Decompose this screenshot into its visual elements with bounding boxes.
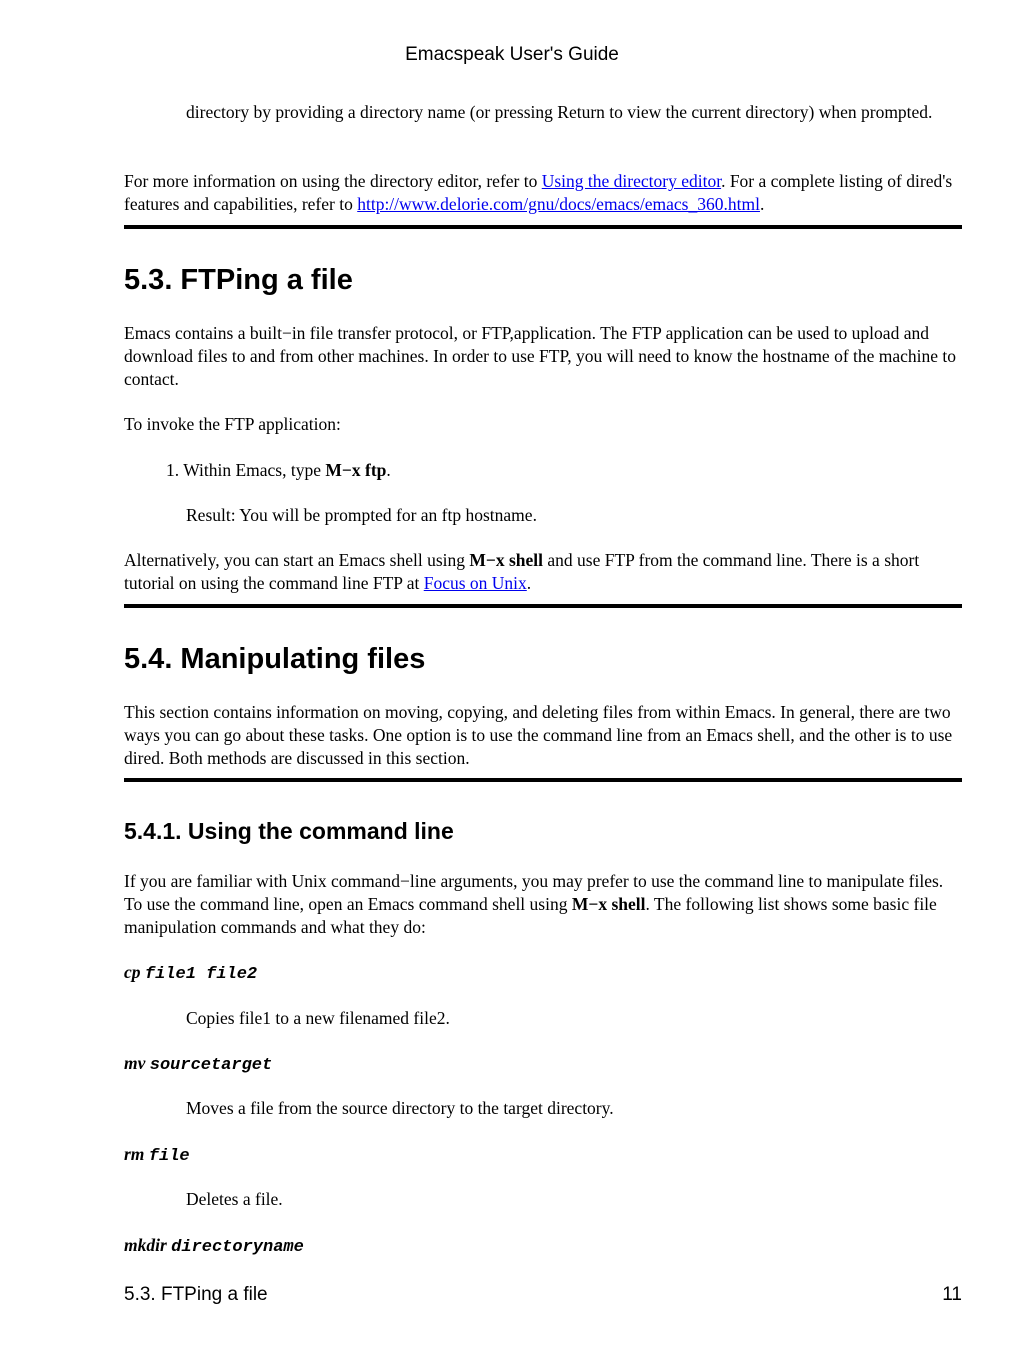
continued-paragraph: directory by providing a directory name (or pressing Return to view the current directory) when prompted.: [186, 102, 933, 122]
command-args: file: [148, 1147, 190, 1166]
footer-section-title: 5.3. FTPing a file: [124, 1284, 268, 1305]
command-name: rm: [124, 1144, 145, 1164]
cmdline-prefix: If you are familiar with Unix command−line arguments, you may prefer to use the command line to manipulate files. To use the command line, open an Emacs command shell using: [124, 871, 944, 914]
ftp-alternative-paragraph: [124, 549, 964, 595]
section-divider: [124, 604, 962, 608]
shell-command: M−x shell: [571, 894, 646, 914]
alt-prefix: Alternatively, you can start an Emacs shell using: [124, 550, 470, 570]
cmdline-end: . The following list shows some basic file manipulation commands and what they do:: [124, 894, 937, 937]
command-term-mv: [124, 1052, 964, 1077]
command-args: file1 file2: [144, 965, 258, 984]
command-line-paragraph: [124, 870, 964, 939]
section-heading-5-3: 5.3. FTPing a file: [124, 264, 353, 296]
command-term-cp: [124, 961, 964, 986]
section-heading-5-4: 5.4. Manipulating files: [124, 643, 426, 675]
footer-page-number: 11: [942, 1284, 962, 1305]
more-info-end: .: [759, 194, 765, 214]
section-heading-5-4-1: 5.4.1. Using the command line: [124, 818, 454, 844]
section-divider: [124, 778, 962, 782]
shell-command: M−x shell: [469, 550, 544, 570]
focus-on-unix-link[interactable]: Focus on Unix: [423, 573, 527, 593]
alt-middle: and use FTP from the command line. There is a short tutorial on using the command line FTP at: [124, 550, 920, 593]
more-info-prefix: For more information on using the directory editor, refer to: [124, 171, 542, 191]
ftp-invoke-paragraph: To invoke the FTP application:: [124, 414, 341, 434]
command-desc-cp: Copies file1 to a new filenamed file2.: [186, 1008, 450, 1028]
delorie-url-link[interactable]: http://www.delorie.com/gnu/docs/emacs/emacs_360.html: [357, 194, 760, 214]
manipulating-intro-paragraph: This section contains information on moving, copying, and deleting files from within Emacs. In general, there are two ways you can go about these tasks. One option is to use the command line from an Emacs shell, and the other is to use dired. Both methods are discussed in this section.: [124, 702, 953, 768]
directory-editor-link[interactable]: Using the directory editor: [541, 171, 722, 191]
command-args: directoryname: [171, 1238, 304, 1257]
command-desc-rm: Deletes a file.: [186, 1189, 283, 1209]
ftp-intro-paragraph: Emacs contains a built−in file transfer protocol, or FTP,application. The FTP application can be used to upload and download files to and from other machines. In order to use FTP, you will need to know the hostname of the machine to contact.: [124, 323, 957, 389]
ftp-step-1: [166, 459, 964, 482]
running-header: Emacspeak User's Guide: [405, 44, 619, 65]
more-info-paragraph: [124, 170, 964, 216]
step-prefix: Within Emacs, type: [183, 460, 326, 480]
command-name: mkdir: [124, 1235, 167, 1255]
command-name: cp: [124, 962, 141, 982]
ftp-command: M−x ftp: [325, 460, 387, 480]
command-desc-mv: Moves a file from the source directory to the target directory.: [186, 1098, 614, 1118]
command-term-mkdir: [124, 1234, 964, 1259]
ftp-result: Result: You will be prompted for an ftp hostname.: [186, 505, 537, 525]
command-term-rm: [124, 1143, 964, 1168]
alt-end: .: [526, 573, 532, 593]
step-end: .: [386, 460, 391, 480]
section-divider: [124, 225, 962, 229]
step-number: 1.: [166, 460, 180, 480]
command-args: sourcetarget: [149, 1056, 273, 1075]
more-info-middle: . For a complete listing of dired's features and capabilities, refer to: [124, 171, 953, 214]
command-name: mv: [124, 1053, 146, 1073]
